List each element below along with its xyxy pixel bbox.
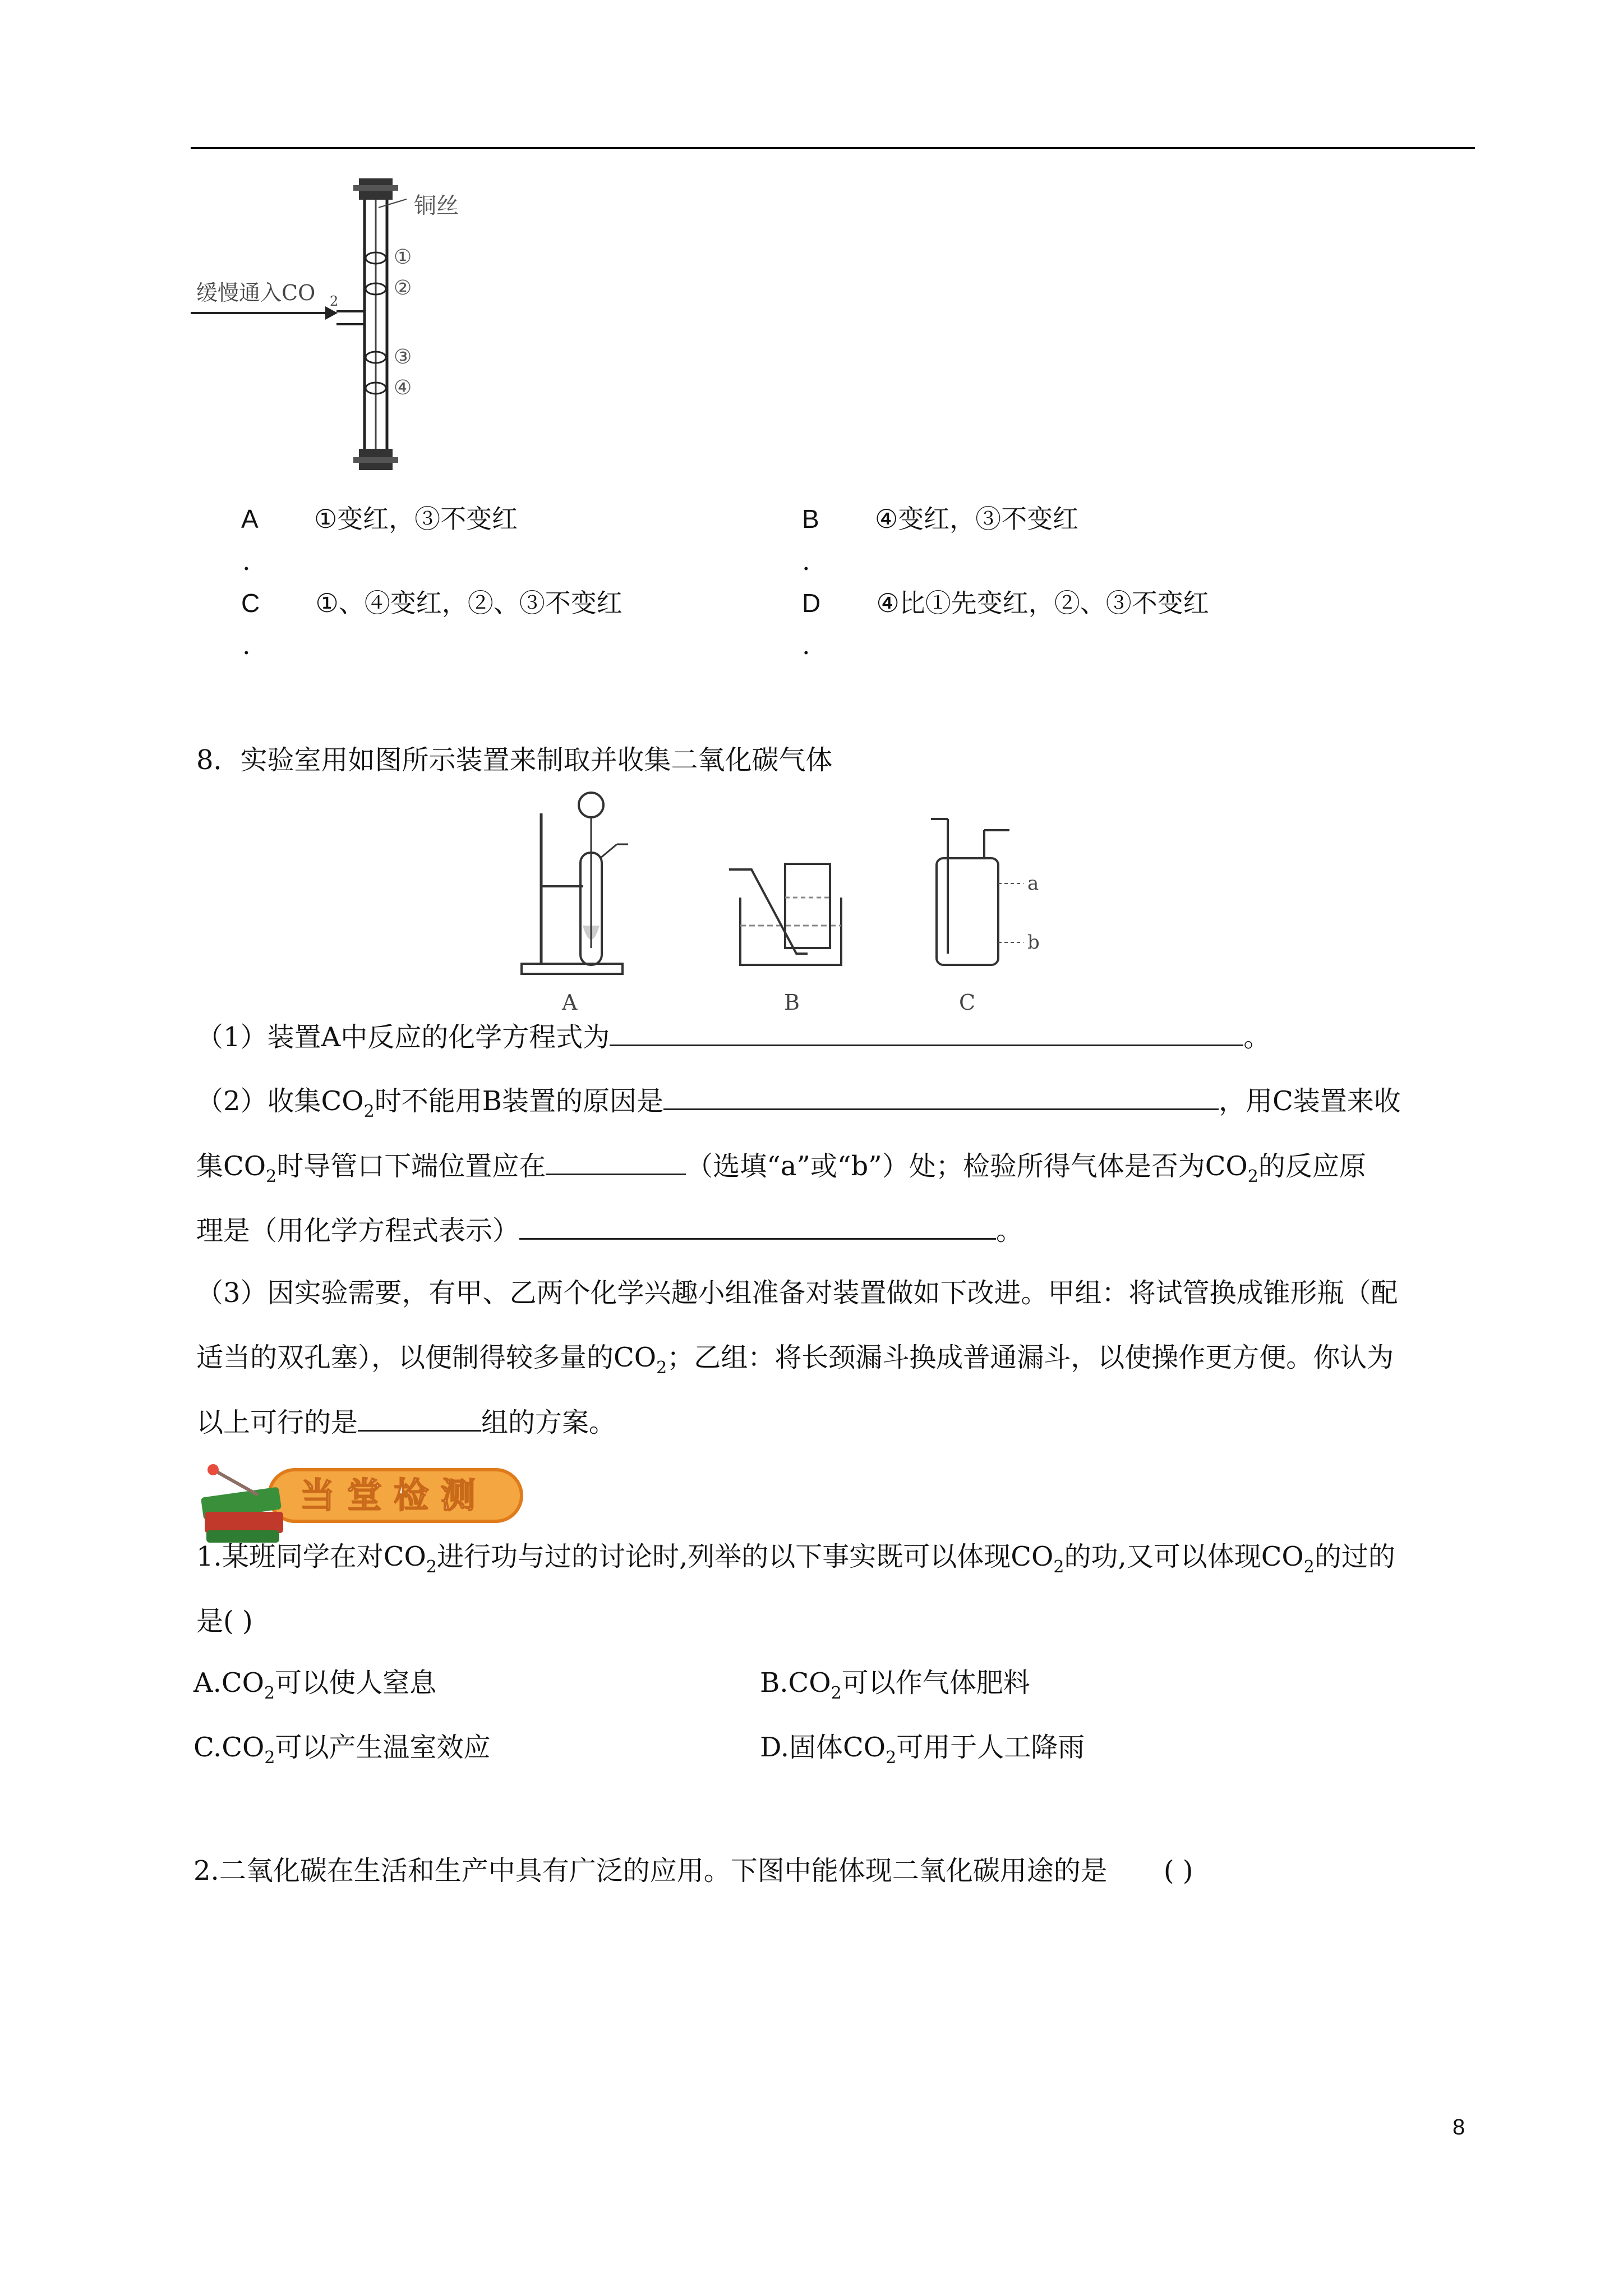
check-q1-text: 进行功与过的讨: [436, 1541, 625, 1572]
q8-part2-text: 的反应原: [1258, 1151, 1366, 1182]
subscript: 2: [886, 1748, 897, 1768]
label-a: A: [562, 990, 578, 1015]
q8-answer-blank-2[interactable]: [663, 1084, 1219, 1110]
q8-part2-text: 理是（用化学方程式表示）: [196, 1215, 520, 1246]
label-c: C: [959, 990, 976, 1015]
q8-part2-text: （2）收集CO: [196, 1085, 364, 1117]
option-prefix: A.CO: [193, 1667, 264, 1699]
option-text: 可以作气体肥料: [841, 1667, 1030, 1699]
q8-part2-line3: [196, 1213, 1023, 1248]
check-q1-option-a: [193, 1666, 436, 1704]
option-text: ①变红，③不变红: [313, 504, 518, 534]
header-rule: [191, 147, 1475, 149]
apparatus-a: [522, 793, 628, 974]
banner-text: 当 堂 检 测: [300, 1475, 476, 1516]
q8-part2-text: （选填“a”或“b”）处；检验所得气体是否为CO: [686, 1151, 1248, 1182]
mark-4: ④: [394, 376, 412, 399]
books-icon: [201, 1464, 283, 1543]
q8-part2-text: 。: [996, 1215, 1023, 1246]
option-letter: D: [802, 588, 821, 618]
check-q1-option-c: [193, 1731, 490, 1768]
wire-label: 铜丝: [414, 193, 459, 219]
q8-part2-text: ，用C装置来收: [1219, 1085, 1401, 1117]
q8-part1-prefix: （1）装置A中反应的化学方程式为: [196, 1022, 610, 1053]
subscript: 2: [1303, 1557, 1315, 1577]
q8-part3-line2: [196, 1341, 1394, 1378]
option-letter: C: [241, 588, 260, 618]
apparatus-c: [931, 819, 1040, 965]
subscript: 2: [363, 1102, 375, 1121]
check-q1-text: 的功,又可以体现CO: [1064, 1541, 1304, 1572]
subscript: 2: [264, 1683, 275, 1703]
mark-2: ②: [394, 277, 412, 300]
q8-part3-text: 适当的双孔塞），以便制得较多量的CO: [196, 1342, 657, 1373]
subscript: 2: [1247, 1167, 1258, 1186]
port-a-label: a: [1027, 872, 1039, 895]
q8-part2-text: 时导管口下端位置应在: [276, 1151, 546, 1182]
inlet-label: 缓慢通入CO: [196, 280, 316, 305]
option-prefix: C.CO: [193, 1732, 265, 1763]
subscript: 2: [266, 1167, 277, 1186]
option-prefix: D.固体CO: [760, 1732, 886, 1763]
mark-1: ①: [394, 246, 412, 269]
q8-part2-text: 时不能用B装置的原因是: [374, 1085, 663, 1117]
subscript: 2: [426, 1557, 437, 1577]
option-text: ④变红，③不变红: [874, 504, 1079, 534]
q7-option-c-dot: .: [242, 630, 251, 660]
q8-part3-text: 组的方案。: [481, 1407, 616, 1438]
page-number: 8: [1453, 2115, 1465, 2139]
q8-part1: [196, 1020, 1270, 1054]
q8-part3-line3: [196, 1405, 616, 1439]
q8-answer-blank-1[interactable]: [610, 1020, 1243, 1046]
q7-option-a: [241, 502, 518, 536]
q7-option-b: [802, 502, 1078, 536]
q8-answer-blank-4[interactable]: [519, 1213, 996, 1240]
q7-option-c: [241, 586, 623, 620]
subscript: 2: [831, 1683, 842, 1703]
label-b: B: [784, 990, 800, 1015]
check-q1-line2: 是( ): [196, 1605, 253, 1637]
check-q1-line1: [196, 1540, 1395, 1577]
subscript: 2: [656, 1358, 667, 1378]
q8-part1-suffix: 。: [1243, 1022, 1271, 1053]
subscript: 2: [1053, 1557, 1064, 1577]
q8-answer-blank-5[interactable]: [358, 1405, 481, 1432]
check-q1-option-b: [760, 1666, 1030, 1704]
q8-apparatus-figure: [516, 785, 1223, 1021]
option-letter: B: [802, 504, 819, 533]
option-prefix: B.CO: [760, 1667, 831, 1699]
q8-part2-text: 集CO: [196, 1151, 266, 1182]
option-text: ④比①先变红，②、③不变红: [876, 588, 1209, 618]
mark-3: ③: [394, 346, 412, 369]
q7-option-a-dot: .: [242, 546, 251, 576]
option-text: 可以产生温室效应: [275, 1732, 491, 1763]
q8-answer-blank-3[interactable]: [546, 1149, 686, 1175]
section-banner: [191, 1453, 527, 1548]
q8-part3-line1: （3）因实验需要，有甲、乙两个化学兴趣小组准备对装置做如下改进。甲组：将试管换成锥形瓶（配: [196, 1277, 1398, 1309]
q7-option-d-dot: .: [802, 630, 810, 660]
option-text: ①、④变红，②、③不变红: [315, 588, 623, 618]
q7-option-d: [802, 586, 1209, 620]
q8-part2-line1: [196, 1084, 1401, 1122]
check-q2: [193, 1854, 1193, 1888]
check-q2-paren: ( ): [1163, 1855, 1193, 1887]
q7-tube-diagram: [191, 174, 482, 488]
q8-part3-text: ；乙组：将长颈漏斗换成普通漏斗，以使操作更方便。你认为: [667, 1342, 1394, 1373]
q8-part2-line2: [196, 1149, 1366, 1187]
check-q2-text: 2.二氧化碳在生活和生产中具有广泛的应用。下图中能体现二氧化碳用途的是: [193, 1855, 1108, 1887]
port-b-label: b: [1027, 931, 1040, 954]
apparatus-b: [729, 864, 841, 965]
option-text: 可以使人窒息: [275, 1667, 437, 1699]
q7-option-b-dot: .: [802, 546, 810, 576]
check-q1-text: 1.某班同学在对CO: [196, 1541, 426, 1572]
inlet-label-sub: 2: [330, 293, 339, 309]
option-letter: A: [241, 504, 259, 533]
subscript: 2: [264, 1748, 275, 1768]
option-text: 可用于人工降雨: [896, 1732, 1085, 1763]
check-q1-text: 论时,列举的以下事实既可以体现CO: [625, 1541, 1054, 1572]
check-q1-text: 的过的: [1314, 1541, 1395, 1572]
check-q1-option-d: [760, 1731, 1085, 1768]
q8-part3-text: 以上可行的是: [196, 1407, 358, 1438]
q8-title: 8．实验室用如图所示装置来制取并收集二氧化碳气体: [196, 744, 833, 776]
